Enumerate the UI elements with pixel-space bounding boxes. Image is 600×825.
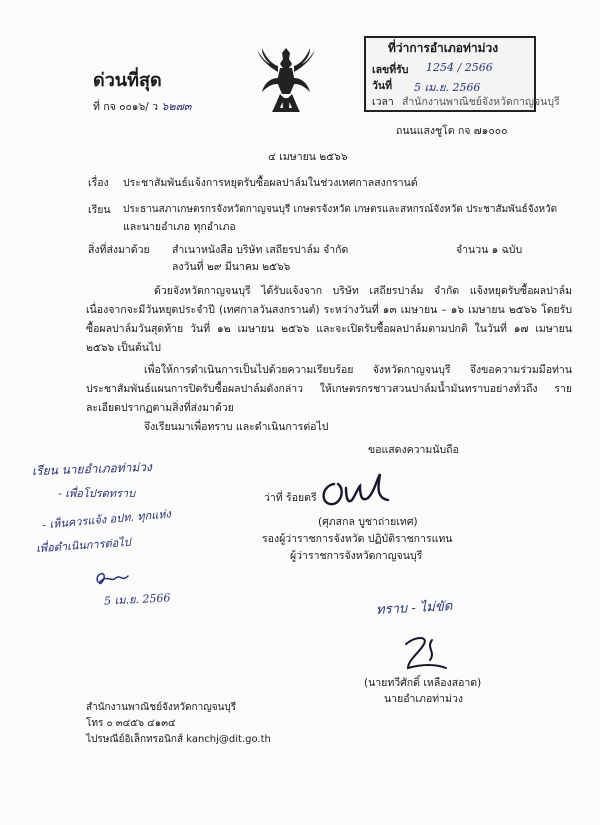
signer-name: (ศุภสกล บูชาถ่ายเทศ) (318, 516, 418, 528)
body-paragraph-3: จึงเรียนมาเพื่อทราบ และดำเนินการต่อไป (144, 421, 329, 433)
recipient-line1: ประธานสภาเกษตรกรจังหวัดกาญจนบุรี เกษตรจังหวัด เกษตรและสหกรณ์จังหวัด ประชาสัมพันธ์จังหวัด (123, 204, 558, 215)
district-signer-title: นายอำเภอท่าม่วง (384, 693, 464, 705)
body-paragraph-2: เพื่อให้การดำเนินการเป็นไปด้วยความเรียบร้อย จังหวัดกาญจนบุรี จึงขอความร่วมมือท่าน ประชาสัมพันธ์แผนการปิดรับซื้อผลปาล์มดังกล่าว ให้เกษตรกรชาวสวนปาล์มน้ำมันทราบอย่างทั่วถึง รายละเอียดปรากฏตามสิ่งที่ส่งมาด้วย (86, 364, 572, 414)
handwritten-note-line1: เรียน นายอำเภอท่าม่วง (31, 459, 153, 479)
reference-prefix: ที่ กจ ๐๐๑๖/ ว (93, 101, 162, 113)
handwritten-note-line2: - เพื่อโปรดทราบ (58, 487, 136, 500)
urgency-label: ด่วนที่สุด (93, 70, 162, 91)
handwritten-note-line3: - เห็นควรแจ้ง อปท. ทุกแห่ง (41, 507, 172, 532)
stamp-time-label: เวลา (372, 96, 394, 108)
stamp-title: ที่ว่าการอำเภอท่าม่วง (388, 41, 499, 55)
letter-date: ๔ เมษายน ๒๕๖๖ (268, 151, 348, 163)
signer-title-1: รองผู้ว่าราชการจังหวัด ปฏิบัติราชการแทน (262, 533, 453, 545)
footer-phone: โทร ๐ ๓๔๕๖ ๔๑๓๔ (86, 718, 176, 729)
reference-handwritten: ๖๒๗๓ (161, 100, 192, 113)
body-paragraph-1: ด้วยจังหวัดกาญจนบุรี ได้รับแจ้งจาก บริษัท เสถียรปาล์ม จำกัด แจ้งหยุดรับซื้อผลปาล์ม เนื่องจากจะมีวันหยุดประจำปี (เทศกาลวันสงกรานต์) ระหว่างวันที่ ๑๓ เมษายน – ๑๖ เมษายน ๒๕๖๖ โดยรับซื้อผลปาล์มวันสุดท้าย วันที่ ๑๒ เมษายน ๒๕๖๖ และจะเปิดรับซื้อผลปาล์มตามปกติ ในวันที่ ๑๗ เมษายน ๒๕๖๖ เป็นต้นไป (86, 285, 572, 354)
reference-number (93, 100, 191, 114)
stamp-receipt-label: เลขที่รับ (372, 64, 409, 76)
recipient-line2: และนายอำเภอ ทุกอำเภอ (123, 221, 236, 233)
receipt-stamp (364, 36, 560, 112)
district-signer-name: (นายทวีศักดิ์ เหลืองสอาด) (364, 677, 482, 689)
stamp-receipt-value: 1254 / 2566 (426, 61, 493, 74)
subject-label: เรื่อง (88, 177, 109, 189)
handwritten-initials (92, 568, 134, 590)
stamp-date-value: 5 เม.ย. 2566 (414, 81, 481, 94)
handwritten-note-line4: เพื่อดำเนินการต่อไป (35, 535, 132, 556)
district-chief-signature (402, 634, 452, 674)
attachment-label: สิ่งที่ส่งมาด้วย (88, 244, 150, 256)
attachment-line1: สำเนาหนังสือ บริษัท เสถียรปาล์ม จำกัด (172, 244, 349, 256)
closing-regards: ขอแสดงความนับถือ (368, 444, 459, 456)
subject-text: ประชาสัมพันธ์แจ้งการหยุดรับซื้อผลปาล์มในช่วงเทศกาลสงกรานต์ (123, 177, 418, 189)
recipient-label: เรียน (88, 204, 111, 216)
footer-office: สำนักงานพาณิชย์จังหวัดกาญจนบุรี (86, 702, 237, 713)
deputy-governor-signature (316, 470, 396, 510)
office-address: ถนนแสงชูโต กจ ๗๑๐๐๐ (396, 125, 508, 137)
stamp-date-label: วันที่ (372, 80, 392, 92)
stamp-overlapped-text: สำนักงานพาณิชย์จังหวัดกาญจนบุรี (402, 96, 560, 108)
garuda-emblem-icon (256, 44, 316, 118)
district-handwritten-mark: ทราบ - ไม่ขัด (375, 599, 453, 618)
attachment-count: จำนวน ๑ ฉบับ (456, 244, 523, 256)
handwritten-note-date: 5 เม.ย. 2566 (103, 591, 171, 608)
officer-rank-note: ว่าที่ ร้อยตรี (264, 492, 317, 504)
attachment-line2: ลงวันที่ ๒๙ มีนาคม ๒๕๖๖ (172, 261, 291, 273)
footer-email: ไปรษณีย์อิเล็กทรอนิกส์ kanchj@dit.go.th (86, 734, 271, 745)
signer-title-2: ผู้ว่าราชการจังหวัดกาญจนบุรี (290, 550, 423, 562)
